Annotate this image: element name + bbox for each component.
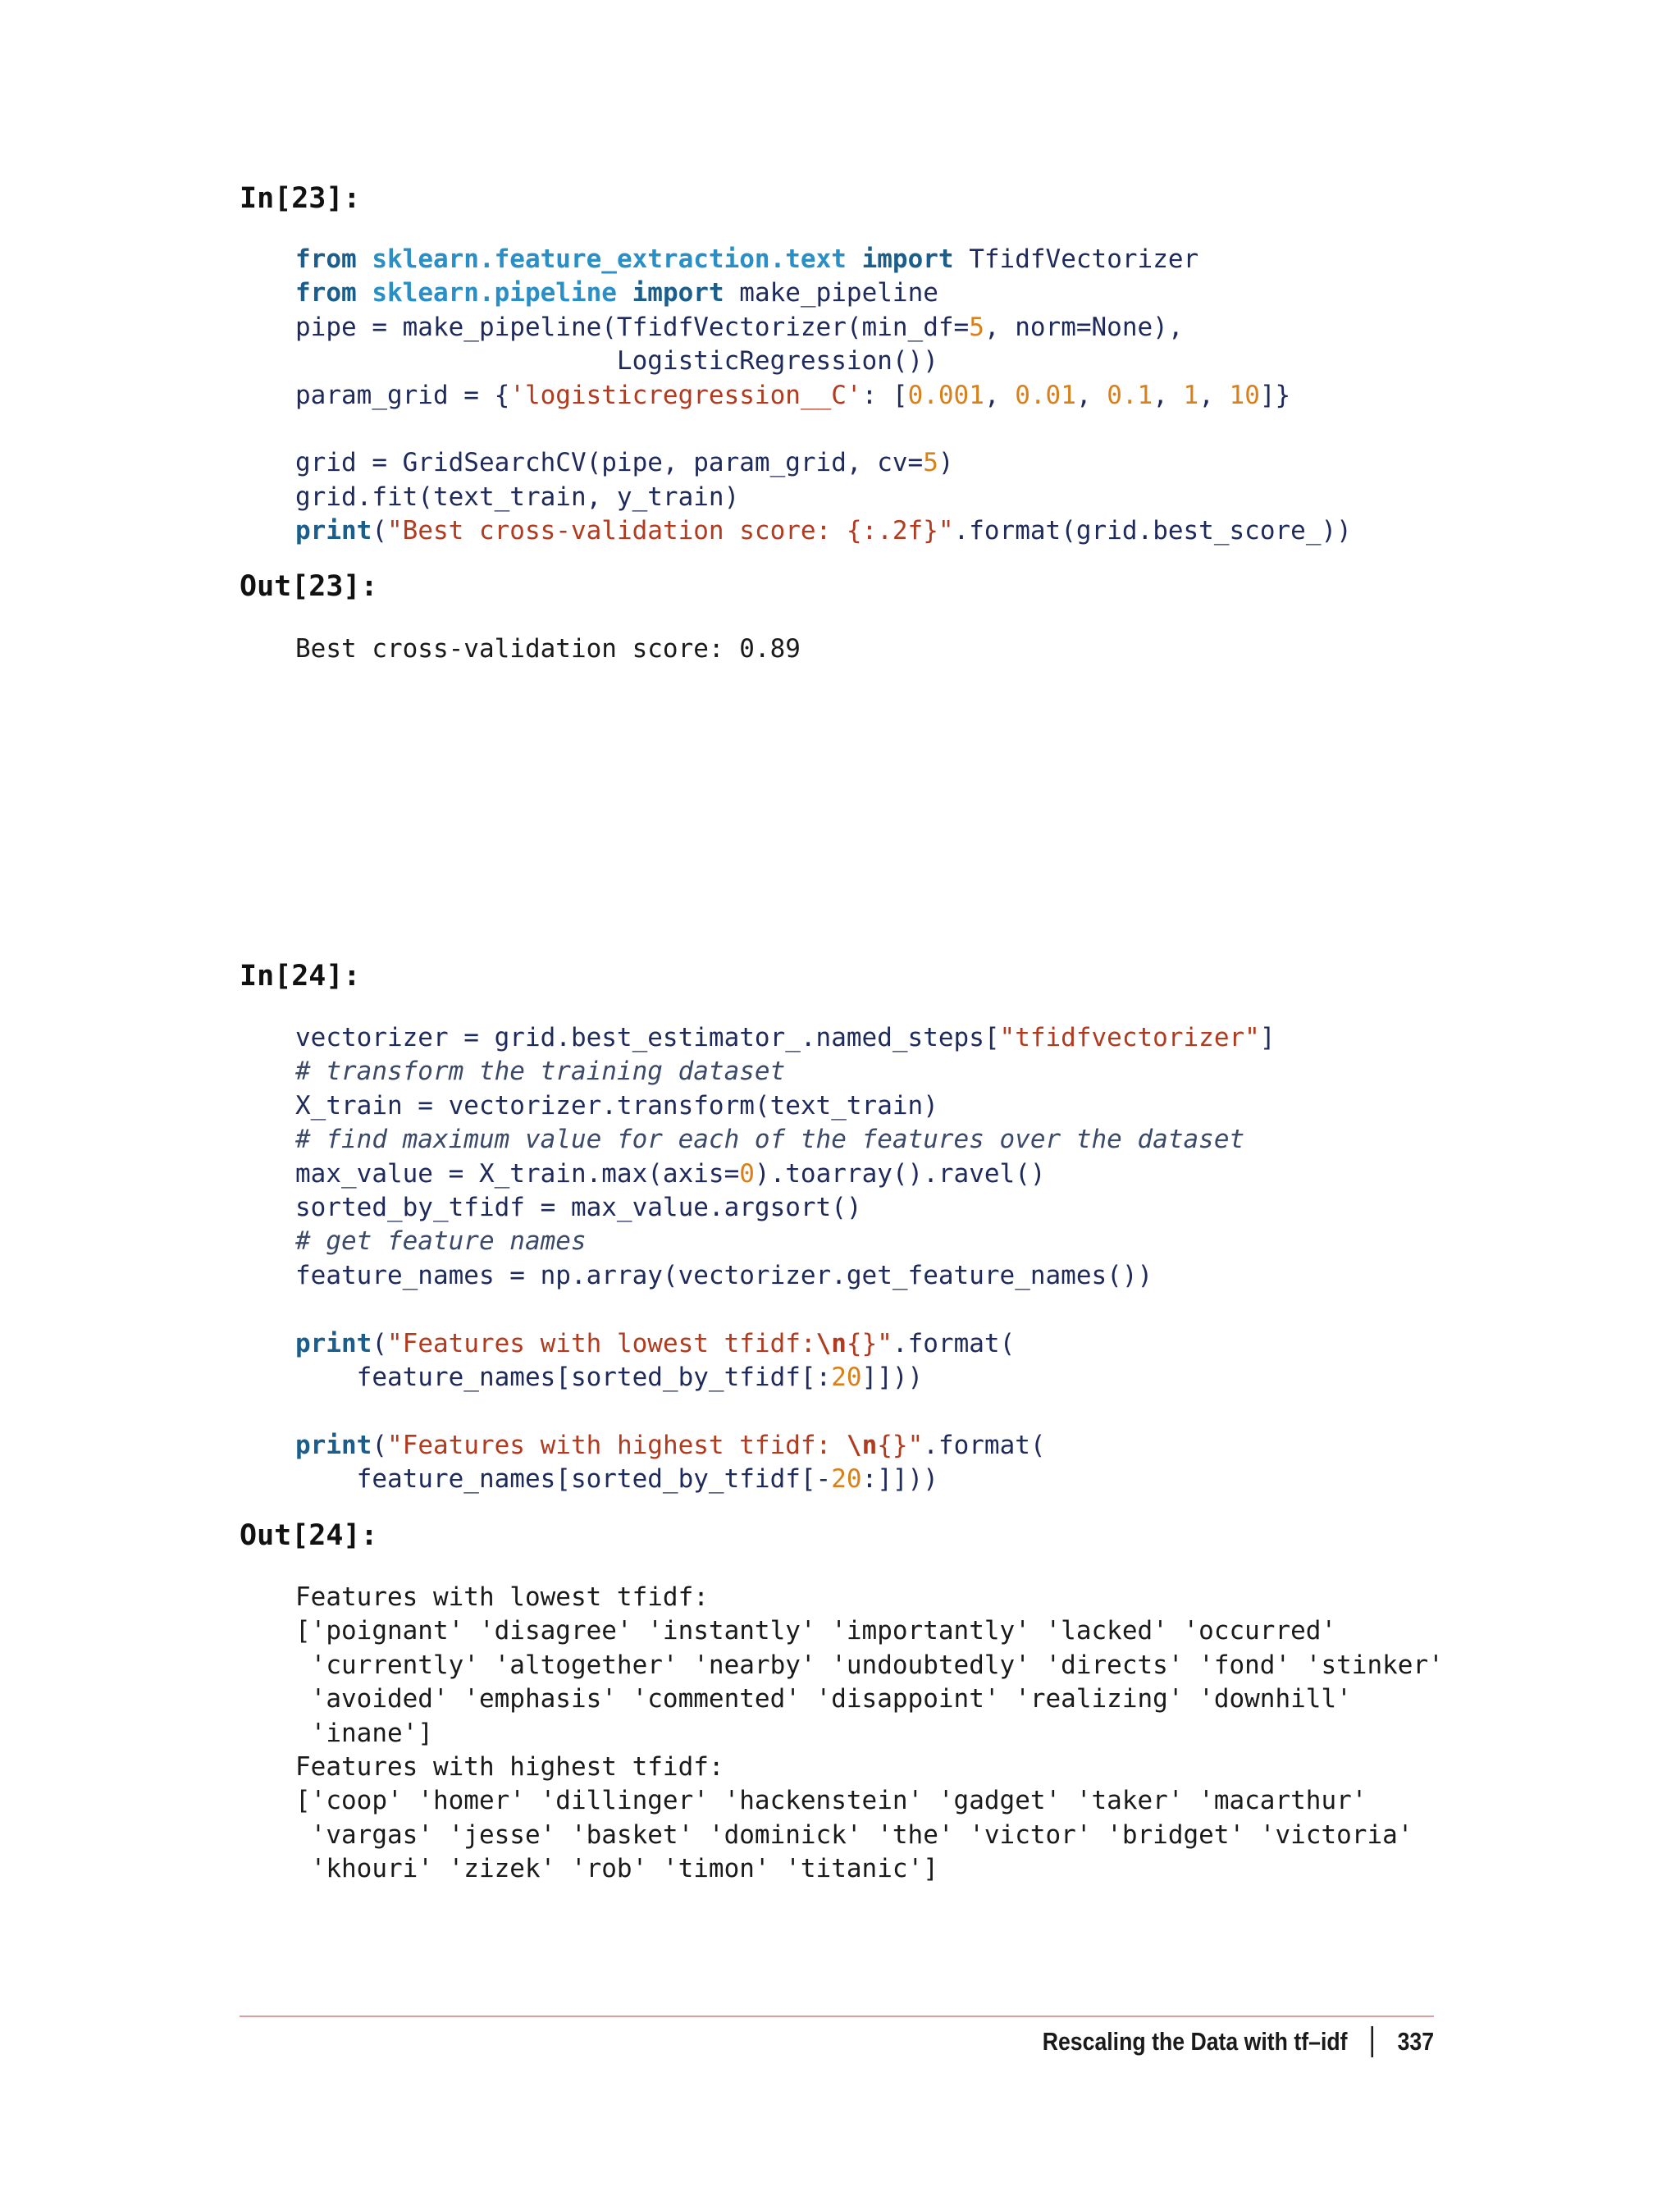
code-token: .format( [923,1430,1046,1460]
code-token: ) [938,448,954,478]
code-token: from [295,244,357,274]
code-token: ]])) [861,1363,924,1393]
output-line: Features with highest tfidf: [295,1752,724,1783]
code-token: 0.001 [907,380,984,410]
code-token: "tfidfvectorizer" [999,1023,1260,1052]
code-token: .format( [892,1328,1016,1358]
code-token: ( [372,1430,387,1460]
code-token: feature_names[sorted_by_tfidf[: [295,1363,832,1393]
code-token: ] [1259,1023,1276,1052]
code-token: {}" [877,1430,924,1460]
code-token: "Best cross-validation score: {:.2f}" [387,516,954,546]
code-token: from [295,278,357,308]
code-token: , norm=None), [984,312,1184,342]
code-token: ( [372,516,387,546]
code-token: feature_names = np.array(vectorizer.get_feature_names()) [295,1260,1153,1290]
code-token: 5 [969,312,984,342]
code-token: LogisticRegression()) [295,346,938,377]
output-line: ['coop' 'homer' 'dillinger' 'hackenstein' 'gadget' 'taker' 'macarthur' [295,1786,1367,1816]
code-block-23: from sklearn.feature_extraction.text import TfidfVectorizer from sklearn.pipeline import make_pipeline pipe = make_pipeline(TfidfVectorizer(min_df=5, norm=None), LogisticRegression()) param_grid = {'logisticregression__C': [0.001, 0.01, 0.1, 1, 10]} grid = GridSearchCV(pipe, param_grid, cv=5) grid.fit(text_train, y_train) print("Best cross-validation score: {:.2f}".format(grid.best_score_)) [295,244,1352,546]
output-prompt-24: Out[24]: [240,1519,378,1552]
input-prompt-24: In[24]: [240,960,361,993]
code-token: TfidfVectorizer [969,244,1199,274]
code-token: import [861,244,954,274]
code-token: vectorizer = grid.best_estimator_.named_steps[ [295,1023,1000,1052]
footer-divider [240,2016,1434,2017]
code-comment: # find maximum value for each of the features over the dataset [295,1125,1245,1155]
code-token: sklearn.pipeline [372,278,617,308]
code-token: param_grid = { [295,380,510,410]
code-token: 5 [923,448,938,478]
code-token: feature_names[sorted_by_tfidf[- [295,1464,832,1495]
code-token: "Features with highest tfidf: [387,1430,847,1460]
output-line: ['poignant' 'disagree' 'instantly' 'importantly' 'lacked' 'occurred' [295,1616,1337,1646]
code-token: 20 [831,1464,862,1495]
code-token: 0.01 [1015,380,1076,410]
page-footer [1043,2026,1434,2057]
code-token: print [295,1430,372,1460]
footer-separator [1372,2026,1374,2057]
code-comment: # transform the training dataset [295,1057,786,1087]
code-token: ).toarray().ravel() [754,1158,1046,1189]
output-line: 'avoided' 'emphasis' 'commented' 'disappoint' 'realizing' 'downhill' [295,1684,1352,1714]
code-token: 0.1 [1107,380,1153,410]
code-token: sorted_by_tfidf = max_value.argsort() [295,1193,862,1223]
output-block-24 [295,1581,1444,1887]
code-token: grid = GridSearchCV(pipe, param_grid, cv= [295,448,924,478]
code-token: 0 [739,1158,755,1189]
code-token: sklearn.feature_extraction.text [372,244,847,274]
output-line: 'khouri' 'zizek' 'rob' 'timon' 'titanic'] [295,1854,938,1884]
output-prompt-23: Out[23]: [240,570,378,603]
code-token: max_value = X_train.max(axis= [295,1158,740,1189]
code-token: 20 [831,1363,862,1393]
code-token: \n [846,1430,878,1460]
output-line: 'inane'] [295,1718,433,1748]
running-footer-title: Rescaling the Data with tf–idf [1042,2027,1348,2056]
code-token: \n [815,1328,847,1358]
code-token: make_pipeline [739,278,938,308]
code-token: :]])) [861,1464,938,1495]
code-token: print [295,1328,372,1358]
code-token: "Features with lowest tfidf: [387,1328,816,1358]
code-token: pipe = make_pipeline(TfidfVectorizer(min_df= [295,312,970,342]
code-token: ( [372,1328,387,1358]
code-token: import [632,278,724,308]
output-line: Features with lowest tfidf: [295,1582,709,1612]
code-comment: # get feature names [295,1226,587,1257]
code-block-24 [295,1021,1275,1497]
code-token: print [295,516,372,546]
input-prompt-23: In[23]: [240,182,361,215]
code-token: ]} [1259,380,1291,410]
output-line: 'currently' 'altogether' 'nearby' 'undoubtedly' 'directs' 'fond' 'stinker' [295,1650,1444,1680]
code-token: : [ [861,380,908,410]
output-line: 'vargas' 'jesse' 'basket' 'dominick' 'the' 'victor' 'bridget' 'victoria' [295,1819,1413,1850]
code-token: 10 [1229,380,1260,410]
code-token: 'logisticregression__C' [509,380,862,410]
code-token: 1 [1183,380,1199,410]
code-token: grid.fit(text_train, y_train) [295,482,740,512]
code-token: {}" [846,1328,892,1358]
output-text-23: Best cross-validation score: 0.89 [295,634,801,664]
page-number: 337 [1397,2027,1434,2056]
code-token: .format(grid.best_score_)) [953,516,1352,546]
code-token: X_train = vectorizer.transform(text_train) [295,1090,938,1121]
